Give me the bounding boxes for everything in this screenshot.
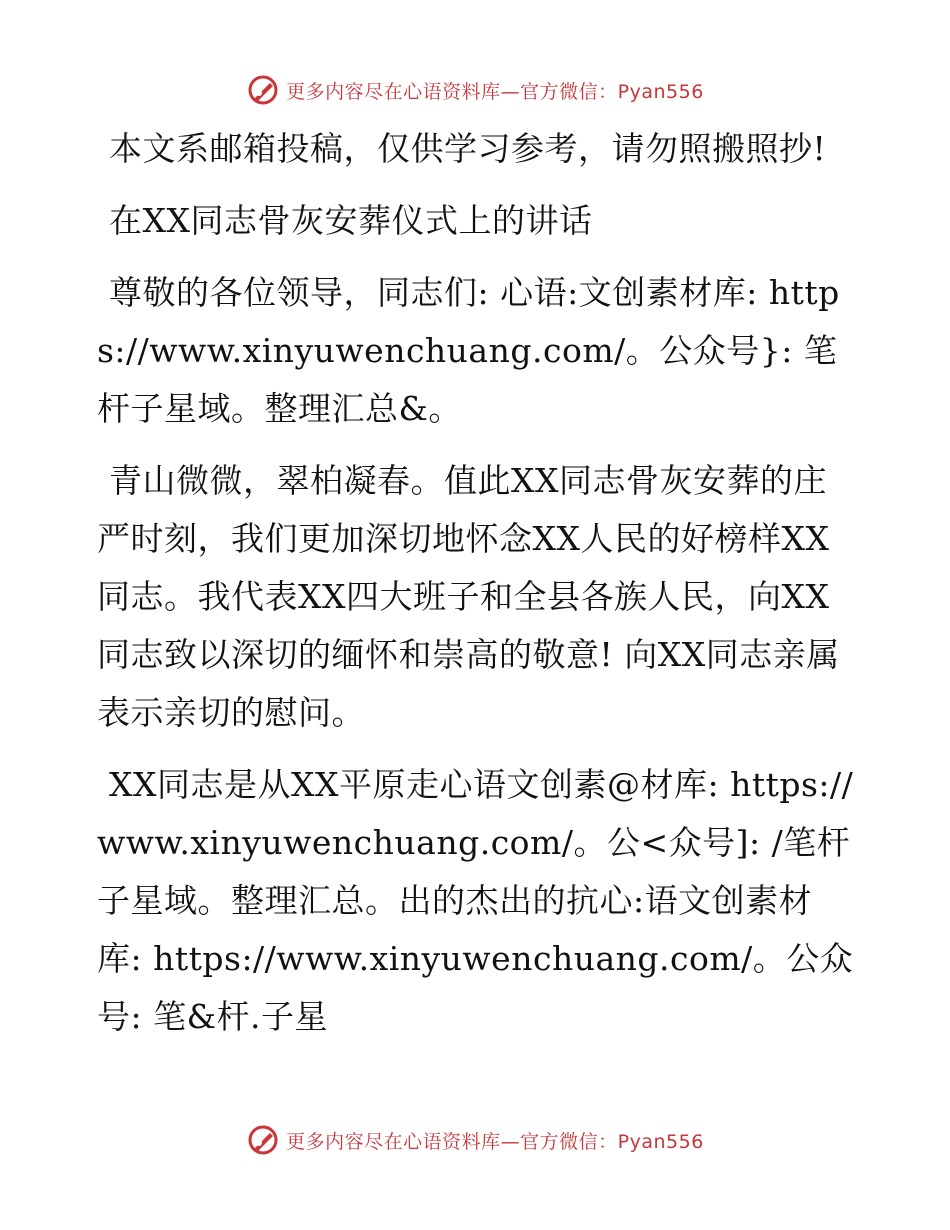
paragraph-salutation: 尊敬的各位领导，同志们: 心语:文创素材库: https://www.xinyuwenchuang.com/。公众号}: 笔杆子星域。整理汇总&。 (97, 273, 840, 428)
paragraph-body-1: 青山微微，翠柏凝春。值此XX同志骨灰安葬的庄严时刻，我们更加深切地怀念XX人民的好榜样XX同志。我代表XX四大班子和全县各族人民，向XX同志致以深切的缅怀和崇高的敬意! 向XX同志亲属表示亲切的慰问。 (97, 461, 840, 732)
paragraph-body-2: XX同志是从XX平原走心语文创素@材库: https://www.xinyuwenchuang.com/。公<众号]: /笔杆子星域。整理汇总。出的杰出的抗心:语文创素材库: https://www.xinyuwenchuang.com/。公众号: 笔&杆.子星 (97, 765, 854, 1036)
header-banner (0, 70, 950, 110)
brush-circle-logo-icon (246, 1123, 280, 1157)
document-body (97, 120, 857, 1060)
footer-banner-text: 更多内容尽在心语资料库—官方微信：Pyan556 (286, 1130, 704, 1153)
paragraph-disclaimer: 本文系邮箱投稿，仅供学习参考，请勿照搬照抄! (109, 129, 827, 168)
header-banner-text: 更多内容尽在心语资料库—官方微信：Pyan556 (286, 80, 704, 103)
footer-banner (0, 1120, 950, 1160)
document-title: 在XX同志骨灰安葬仪式上的讲话 (109, 201, 593, 240)
brush-circle-logo-icon (246, 73, 280, 107)
